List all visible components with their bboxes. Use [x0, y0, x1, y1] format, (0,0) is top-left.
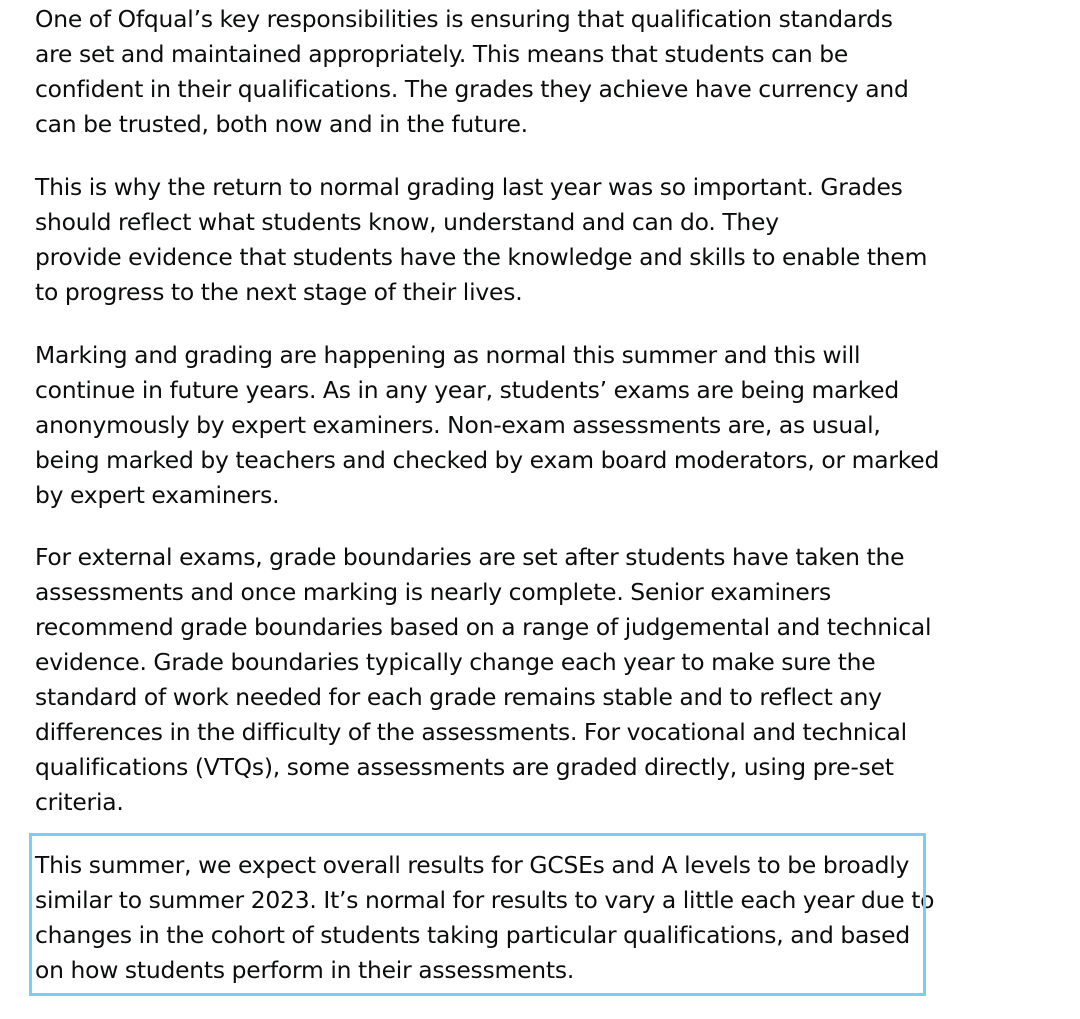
text-line: recommend grade boundaries based on a range of judgemental and technical	[35, 613, 932, 641]
text-line: criteria.	[35, 788, 124, 816]
paragraph-standards	[35, 2, 925, 142]
text-line: assessments and once marking is nearly complete. Senior examiners	[35, 578, 831, 606]
text-line: differences in the difficulty of the assessments. For vocational and technical	[35, 718, 907, 746]
text-line: similar to summer 2023. It’s normal for results to vary a little each year due to	[35, 886, 935, 914]
text-line: changes in the cohort of students taking particular qualifications, and based	[35, 921, 910, 949]
text-line: qualifications (VTQs), some assessments are graded directly, using pre-set	[35, 753, 894, 781]
text-line: For external exams, grade boundaries are set after students have taken the	[35, 543, 905, 571]
text-line: continue in future years. As in any year, students’ exams are being marked	[35, 376, 900, 404]
text-line: on how students perform in their assessments.	[35, 956, 575, 984]
text-line: This is why the return to normal grading last year was so important. Grades	[35, 173, 903, 201]
text-line: are set and maintained appropriately. This means that students can be	[35, 40, 849, 68]
text-line: can be trusted, both now and in the future.	[35, 110, 528, 138]
text-line: provide evidence that students have the knowledge and skills to enable them	[35, 243, 928, 271]
highlight-selection-box	[29, 833, 935, 996]
text-line: This summer, we expect overall results for GCSEs and A levels to be broadly	[35, 851, 910, 879]
text-line: to progress to the next stage of their lives.	[35, 278, 523, 306]
text-line: anonymously by expert examiners. Non-exam assessments are, as usual,	[35, 411, 881, 439]
paragraph-normal-grading	[35, 170, 928, 310]
paragraph-grade-boundaries	[35, 540, 932, 820]
text-line: One of Ofqual’s key responsibilities is ensuring that qualification standards	[35, 5, 893, 33]
text-line: confident in their qualifications. The grades they achieve have currency and	[35, 75, 909, 103]
text-line: evidence. Grade boundaries typically change each year to make sure the	[35, 648, 876, 676]
text-line: Marking and grading are happening as normal this summer and this will	[35, 341, 861, 369]
text-line: standard of work needed for each grade remains stable and to reflect any	[35, 683, 882, 711]
text-line: being marked by teachers and checked by exam board moderators, or marked	[35, 446, 940, 474]
text-line: should reflect what students know, understand and can do. They	[35, 208, 779, 236]
text-line: by expert examiners.	[35, 481, 280, 509]
paragraph-marking	[35, 338, 940, 513]
